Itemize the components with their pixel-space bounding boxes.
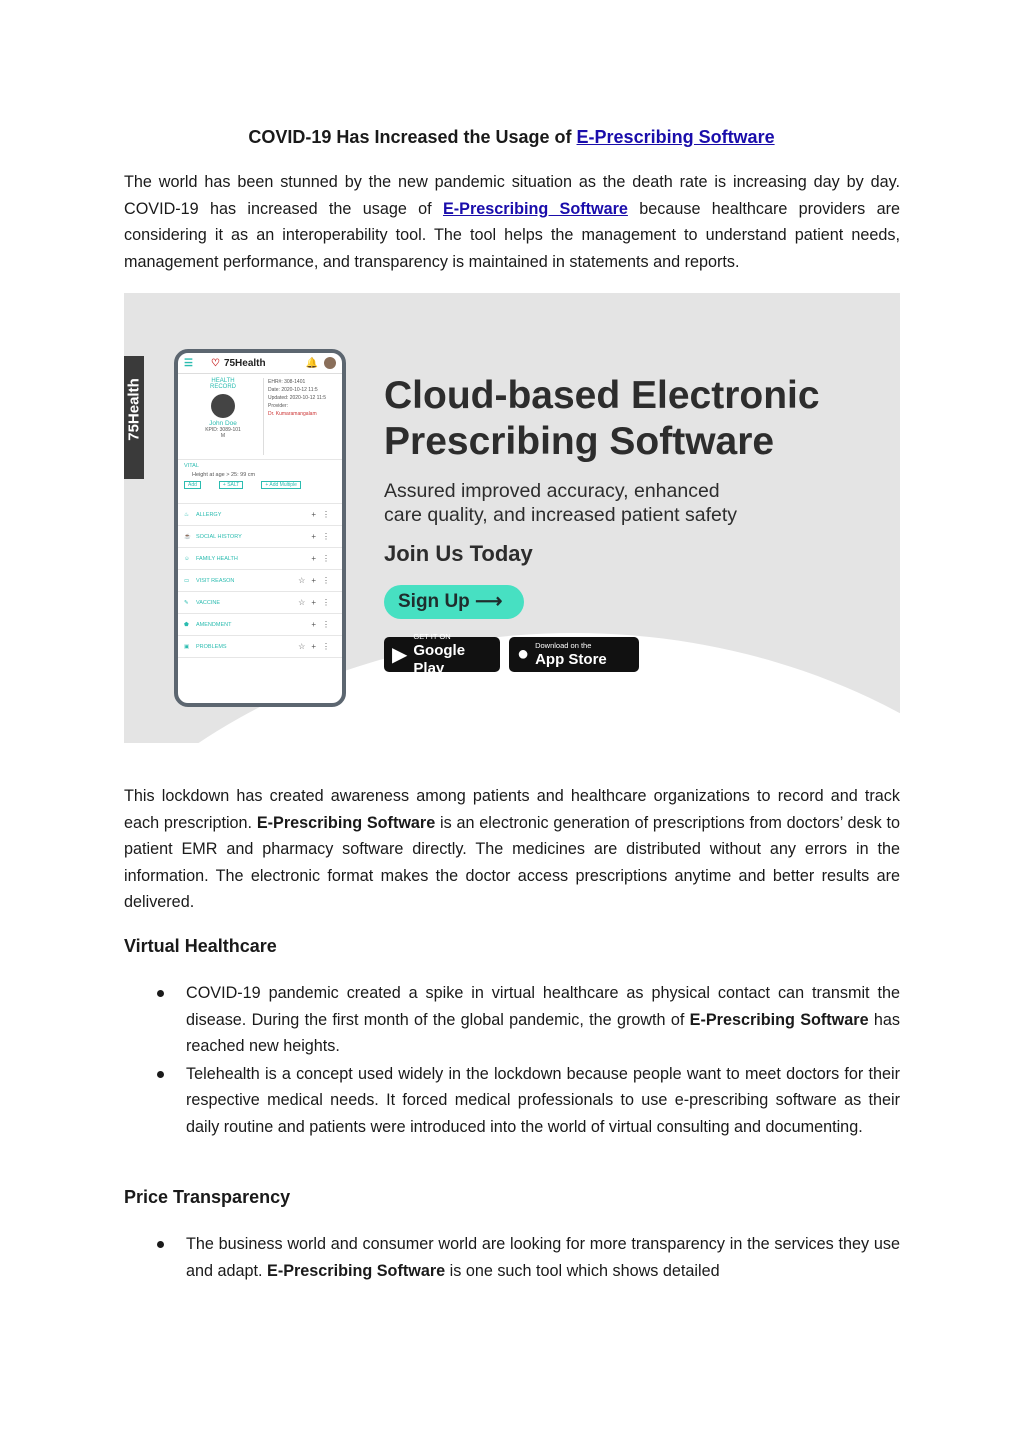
phone-mockup <box>174 349 346 707</box>
title-text: COVID-19 Has Increased the Usage of <box>248 127 577 147</box>
row-visit-reason <box>178 570 342 592</box>
heading-price-transparency: Price Transparency <box>124 1187 291 1207</box>
avatar <box>324 357 336 369</box>
intro-paragraph <box>124 169 900 275</box>
intro-text-1: The world has been stunned by the new pandemic situation as the death rate is increasing day by day. COVID-19 has increased the usage of <box>124 173 900 218</box>
row-label: ALLERGY <box>196 511 222 518</box>
list-item <box>124 1061 900 1141</box>
bullet-text-1: COVID-19 pandemic created a spike in virtual healthcare as physical contact can transmit the disease. During the first month of the global pandemic, the growth of <box>186 984 900 1029</box>
para2-text-2: is an electronic generation of prescriptions from doctors’ desk to patient EMR and pharmacy software directly. The medicines are distributed without any errors in the information. The electronic format makes the doctor access prescriptions anytime and better results are delivered. <box>124 813 900 911</box>
add-multiple-button: + Add Multiple <box>261 481 301 489</box>
bullet-text-2: is one such tool which shows detailed <box>445 1261 720 1280</box>
para2-bold: E-Prescribing Software <box>256 813 436 832</box>
app-store-button[interactable] <box>509 637 639 672</box>
ehr-label: EHR#: <box>268 379 283 385</box>
row-label: SOCIAL HISTORY <box>196 533 242 540</box>
row-actions: +⋮ <box>311 554 336 563</box>
row-actions: +⋮ <box>311 532 336 541</box>
bullet-text-2: has reached new heights. <box>186 1010 900 1055</box>
bullet-text: Telehealth is a concept used widely in the lockdown because people want to meet doctors for their respective medical needs. It forced medical professionals to use e-prescribing software as their daily routine and patients were introduced into the world of virtual consulting and documenting. <box>186 1064 900 1136</box>
vital-detail: Height at age > 25: 99 cm <box>192 472 256 478</box>
title-link[interactable]: E-Prescribing Software <box>576 127 775 147</box>
phone-app-name: 75Health <box>223 357 266 369</box>
record-label-2: RECORD <box>209 384 236 390</box>
arrow-right-icon: ⟶ <box>475 591 503 612</box>
visit-icon: ▭ <box>184 577 190 584</box>
row-label: VISIT REASON <box>196 577 235 584</box>
signup-button[interactable] <box>384 585 524 619</box>
signup-label: Sign Up <box>398 591 470 612</box>
family-icon: ☺ <box>184 555 190 562</box>
vital-section <box>178 460 342 504</box>
provider-label: Provider: <box>268 403 289 409</box>
play-icon: ▶ <box>392 644 408 666</box>
list-item <box>124 980 900 1060</box>
intro-text-2: because healthcare providers are considering it as an interoperability tool. The tool helps the management to understand patient needs, management performance, and transparency is maintained in statements and reports. <box>124 199 900 271</box>
provider-value: Dr. Kumaramangalam <box>268 411 317 417</box>
patient-id: KPID: 3089-101 <box>205 427 241 433</box>
date-value: 2020-10-12 11:5 <box>281 387 318 393</box>
patient-photo <box>211 394 235 418</box>
health-record-card <box>178 374 342 460</box>
apple-small-text: Download on the <box>535 641 592 650</box>
promo-banner[interactable] <box>124 293 900 743</box>
record-details <box>264 378 337 455</box>
headline-line-2: Prescribing Software <box>384 420 775 463</box>
social-icon: ☕ <box>184 533 191 540</box>
bullet-bold: E-Prescribing Software <box>689 1010 869 1029</box>
updated-label: Updated: <box>268 395 289 401</box>
phone-topbar <box>178 353 342 374</box>
bullet-icon <box>157 1071 164 1078</box>
list-item <box>124 1231 900 1284</box>
add-button: Add <box>184 481 201 489</box>
problems-icon: ▣ <box>184 643 190 650</box>
join-text: Join Us Today <box>384 541 533 566</box>
menu-icon: ☰ <box>184 357 193 369</box>
row-actions: ☆+⋮ <box>298 576 336 585</box>
row-actions: ☆+⋮ <box>298 642 336 651</box>
patient-name: John Doe <box>209 420 237 427</box>
row-label: VACCINE <box>196 599 221 606</box>
vaccine-icon: ✎ <box>184 599 189 606</box>
row-label: AMENDMENT <box>196 621 232 628</box>
banner-headline <box>384 373 820 465</box>
subtitle-line-2: care quality, and increased patient safety <box>384 504 738 526</box>
bullet-icon <box>157 1241 164 1248</box>
page-title <box>0 124 1023 150</box>
google-play-button[interactable] <box>384 632 500 677</box>
subtitle-line-1: Assured improved accuracy, enhanced <box>384 480 720 502</box>
bell-icon: 🔔 <box>305 357 318 369</box>
price-transparency-list <box>124 1231 900 1285</box>
amendment-icon: ⬟ <box>184 621 189 628</box>
row-problems <box>178 636 342 658</box>
row-family-health <box>178 548 342 570</box>
google-small-text: GET IT ON <box>413 632 451 641</box>
vital-label: VITAL <box>184 463 199 469</box>
row-social-history <box>178 526 342 548</box>
bullet-icon <box>157 990 164 997</box>
updated-value: 2020-10-12 11:5 <box>289 395 327 401</box>
patient-gender: M <box>220 433 226 439</box>
virtual-healthcare-list <box>124 980 900 1141</box>
row-actions: +⋮ <box>311 620 336 629</box>
brand-tab-label: 75Health <box>125 378 143 441</box>
paragraph-2 <box>124 783 900 916</box>
headline-line-1: Cloud-based Electronic <box>384 374 820 417</box>
row-actions: ☆+⋮ <box>298 598 336 607</box>
para2-text-1: This lockdown has created awareness among patients and healthcare organizations to record and track each prescription. <box>124 787 900 832</box>
date-label: Date: <box>268 387 280 393</box>
google-big-text: Google Play <box>413 642 466 677</box>
allergy-icon: ♨ <box>184 511 189 518</box>
apple-big-text: App Store <box>535 651 607 668</box>
record-label-1: HEALTH <box>211 378 235 384</box>
row-amendment <box>178 614 342 636</box>
banner-subtitle <box>384 479 737 527</box>
row-allergy <box>178 504 342 526</box>
salt-button: + SALT <box>219 481 243 489</box>
row-label: FAMILY HEALTH <box>196 555 238 562</box>
bullet-bold: E-Prescribing Software <box>267 1261 446 1280</box>
heart-logo-icon: ♡ <box>210 357 220 369</box>
patient-summary <box>183 378 264 455</box>
row-label: PROBLEMS <box>196 643 227 650</box>
heading-virtual-healthcare: Virtual Healthcare <box>124 936 277 956</box>
intro-link[interactable]: E-Prescribing Software <box>442 199 628 218</box>
brand-tab <box>124 356 144 479</box>
row-actions: +⋮ <box>311 510 336 519</box>
row-vaccine <box>178 592 342 614</box>
bullet-text-1: The business world and consumer world are looking for more transparency in the services they use and adapt. <box>186 1235 900 1280</box>
apple-icon: ● <box>517 643 530 665</box>
ehr-value: 308-1401 <box>284 379 306 385</box>
